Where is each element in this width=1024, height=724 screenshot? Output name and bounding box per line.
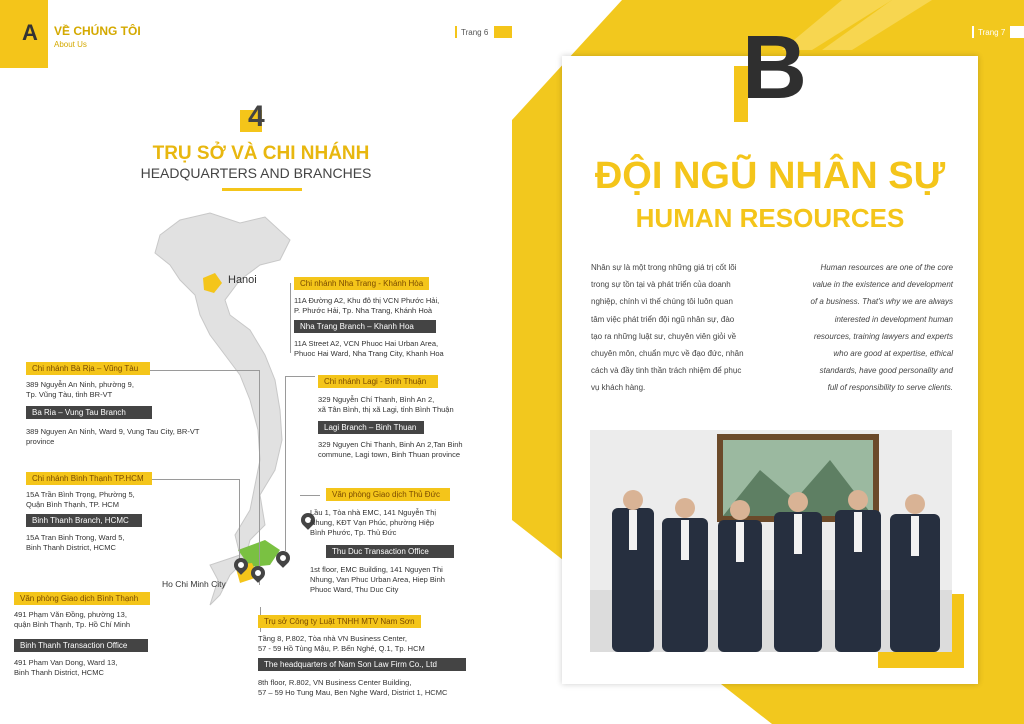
nha-trang-addr-vi-1: 11A Đường A2, Khu đô thị VCN Phước Hải,: [294, 296, 440, 305]
lagi-tag-en: Lagi Branch – Binh Thuan: [318, 421, 424, 434]
hr-title-vi: ĐỘI NGŨ NHÂN SỰ: [594, 155, 946, 197]
hr-en-line: standards, have good personality and: [819, 366, 953, 376]
page-marker-bar: [972, 26, 974, 38]
hq-addr-vi-1: Tầng 8, P.802, Tòa nhà VN Business Center,: [258, 634, 407, 643]
connector-line: [259, 370, 260, 585]
section-title-en: HEADQUARTERS AND BRANCHES: [140, 165, 372, 181]
page-marker-block: [1010, 26, 1024, 38]
hr-vi-line: nghiệp, chính vì thế chúng tôi luôn quan: [591, 297, 733, 307]
lagi-addr-en-1: 329 Nguyen Chi Thanh, Binh An 2,Tan Binh: [318, 440, 463, 449]
nha-trang-addr-vi-2: P. Phước Hải, Tp. Nha Trang, Khánh Hoà: [294, 306, 433, 315]
nha-trang-addr-en-1: 11A Street A2, VCN Phuoc Hai Urban Area,: [294, 339, 439, 348]
hr-vi-line: tâm việc phát triển đội ngũ nhân sự, đào: [591, 314, 735, 324]
hr-en-line: of a business. That's why we are always: [810, 297, 953, 307]
connector-line: [300, 495, 320, 496]
team-photo: [590, 430, 952, 652]
thu-duc-addr-en-1: 1st floor, EMC Building, 141 Nguyen Thi: [310, 565, 443, 574]
page-marker-block: [494, 26, 512, 38]
lagi-addr-en-2: commune, Lagi town, Binh Thuan province: [318, 450, 461, 459]
binh-thanh-branch-tag-vi: Chi nhánh Bình Thạnh TP.HCM: [26, 472, 152, 485]
connector-line: [239, 479, 240, 564]
hq-tag-vi: Trụ sở Công ty Luật TNHH MTV Nam Sơn: [258, 615, 421, 628]
nha-trang-tag-vi: Chi nhánh Nha Trang - Khánh Hòa: [294, 277, 429, 290]
thu-duc-addr-en-3: Phuoc Ward, Thu Duc City: [310, 585, 399, 594]
hq-addr-en-1: 8th floor, R.802, VN Business Center Building,: [258, 678, 412, 687]
hr-en-line: interested in development human: [834, 314, 953, 324]
page-number-right: Trang 7: [978, 28, 1006, 37]
hanoi-label: Hanoi: [228, 274, 257, 286]
thu-duc-addr-vi-3: Bình Phước, Tp. Thủ Đức: [310, 528, 397, 537]
ba-ria-addr-en-1: 389 Nguyen An Ninh, Ward 9, Vung Tau City, BR-VT: [26, 427, 200, 436]
binh-thanh-office-addr-en-2: Binh Thanh District, HCMC: [14, 668, 104, 677]
connector-line: [285, 376, 315, 377]
hr-vi-line: cách và đầy tinh thần trách nhiệm để phục: [591, 366, 742, 376]
thu-duc-addr-vi-2: Nhung, KĐT Vạn Phúc, phường Hiệp: [310, 518, 435, 527]
ba-ria-tag-vi: Chi nhánh Bà Rịa – Vũng Tàu: [26, 362, 150, 375]
lagi-addr-vi-1: 329 Nguyễn Chí Thanh, Bình An 2,: [318, 395, 435, 404]
lagi-addr-vi-2: xã Tân Bình, thị xã Lagi, tỉnh Bình Thuận: [318, 405, 454, 414]
hq-addr-en-2: 57 – 59 Ho Tung Mau, Ben Nghe Ward, District 1, HCMC: [258, 688, 448, 697]
section-title-vi: TRỤ SỞ VÀ CHI NHÁNH: [152, 143, 370, 164]
lagi-tag-vi: Chi nhánh Lagi - Bình Thuận: [318, 375, 438, 388]
connector-line: [140, 479, 240, 480]
section-letter-a: A: [22, 20, 38, 45]
ba-ria-addr-vi-1: 389 Nguyễn An Ninh, phường 9,: [26, 380, 134, 389]
thu-duc-addr-en-2: Nhung, Van Phuc Urban Area, Hiep Binh: [310, 575, 445, 584]
hr-description-vi: [591, 259, 776, 397]
page-marker-bar: [455, 26, 457, 38]
hr-en-line: Human resources are one of the core: [820, 263, 953, 272]
nha-trang-addr-en-2: Phuoc Hai Ward, Nha Trang City, Khanh Hoa: [294, 349, 444, 358]
binh-thanh-office-addr-en-1: 491 Pham Van Dong, Ward 13,: [14, 658, 118, 667]
binh-thanh-office-addr-vi-2: quận Bình Thạnh, Tp. Hồ Chí Minh: [14, 620, 131, 629]
hr-vi-line: trong sự tồn tại và phát triển của doanh: [591, 280, 731, 290]
title-underline: [222, 188, 302, 191]
section-number: 4: [248, 100, 265, 133]
page-number-left: Trang 6: [461, 28, 489, 37]
hr-description-en: [791, 259, 953, 397]
binh-thanh-branch-addr-en-2: Binh Thanh District, HCMC: [26, 543, 116, 552]
hq-addr-vi-2: 57 - 59 Hồ Tùng Mậu, P. Bến Nghé, Q.1, Tp. HCM: [258, 644, 425, 653]
binh-thanh-branch-tag-en: Binh Thanh Branch, HCMC: [26, 514, 142, 527]
thu-duc-addr-vi-1: Lầu 1, Tòa nhà EMC, 141 Nguyễn Thị: [310, 508, 437, 517]
binh-thanh-branch-addr-vi-2: Quận Bình Thạnh, TP. HCM: [26, 500, 119, 509]
binh-thanh-branch-addr-vi-1: 15A Trần Bình Trọng, Phường 5,: [26, 490, 135, 499]
right-page: [512, 0, 1024, 724]
thu-duc-tag-vi: Văn phòng Giao dịch Thủ Đức: [326, 488, 450, 501]
section-letter-b: B: [742, 18, 807, 118]
connector-line: [290, 283, 291, 353]
hcm-label: Ho Chi Minh City: [162, 579, 226, 589]
binh-thanh-branch-addr-en-1: 15A Tran Binh Trong, Ward 5,: [26, 533, 125, 542]
hr-title-en: HUMAN RESOURCES: [635, 203, 905, 233]
hr-vi-line: vụ khách hàng.: [591, 383, 646, 393]
binh-thanh-office-tag-vi: Văn phòng Giao dịch Bình Thạnh: [14, 592, 150, 605]
ba-ria-addr-vi-2: Tp. Vũng Tàu, tỉnh BR-VT: [26, 390, 113, 399]
ba-ria-tag-en: Ba Ria – Vung Tau Branch: [26, 406, 152, 419]
hr-en-line: value in the existence and development: [812, 280, 953, 290]
binh-thanh-office-tag-en: Binh Thanh Transaction Office: [14, 639, 148, 652]
hr-vi-line: chuyên môn, chuẩn mực về đạo đức, nhân: [591, 349, 744, 359]
thu-duc-tag-en: Thu Duc Transaction Office: [326, 545, 454, 558]
ba-ria-addr-en-2: province: [26, 437, 55, 446]
connector-line: [140, 370, 260, 371]
hq-tag-en: The headquarters of Nam Son Law Firm Co., Ltd: [258, 658, 466, 671]
hr-en-line: resources, training lawyers and experts: [813, 331, 953, 341]
binh-thanh-office-addr-vi-1: 491 Phạm Văn Đồng, phường 13,: [14, 610, 127, 619]
header-title-vi: VỀ CHÚNG TÔI: [54, 24, 141, 38]
hr-en-line: full of responsibility to serve clients.: [827, 383, 953, 393]
hr-vi-line: tạo ra những luật sư, chuyên viên giỏi về: [591, 331, 737, 341]
hr-vi-line: Nhân sự là một trong những giá trị cốt lõi: [591, 263, 737, 272]
connector-line: [285, 376, 286, 551]
hr-en-line: who are good at expertise, ethical: [833, 349, 953, 359]
nha-trang-tag-en: Nha Trang Branch – Khanh Hoa: [294, 320, 436, 333]
header-title-en: About Us: [54, 40, 87, 49]
